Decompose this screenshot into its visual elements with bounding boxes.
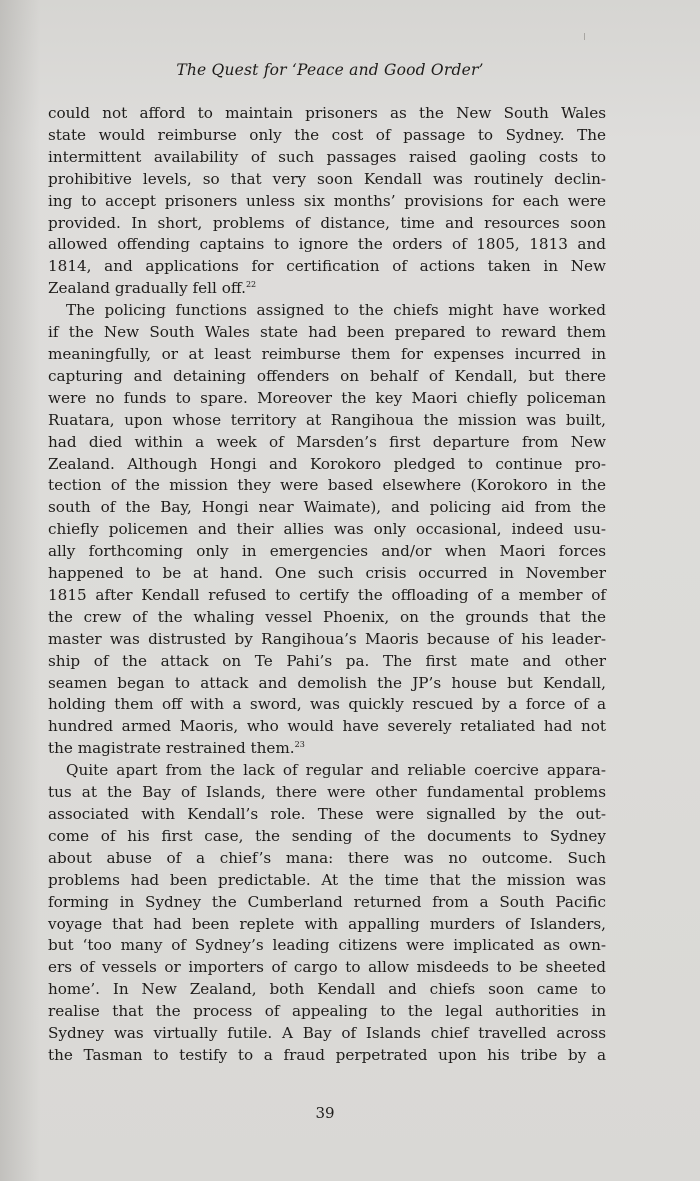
text-line: capturing and detaining offenders on behalf of Kendall, but there (48, 366, 606, 385)
text-line: were no funds to spare. Moreover the key Maori chiefly policeman (48, 388, 606, 407)
text-line: south of the Bay, Hongi near Waimate), and policing aid from the (48, 498, 606, 517)
page-gutter-shadow (0, 0, 40, 1181)
text-line: tection of the mission they were based elsewhere (Korokoro in the (48, 476, 606, 495)
text-line-last (48, 278, 606, 300)
text-line: hundred armed Maoris, who would have severely retaliated had not (48, 717, 606, 736)
text-fragment: Zealand gradually fell off. (48, 279, 246, 298)
text-line: realise that the process of appealing to the legal authorities in (48, 1002, 606, 1021)
footnote-marker: 22 (245, 280, 257, 290)
page-mark (584, 33, 585, 40)
text-line: about abuse of a chief’s mana: there was no outcome. Such (48, 848, 606, 867)
text-line: associated with Kendall’s role. These were signalled by the out- (48, 805, 606, 823)
running-head: The Quest for ‘Peace and Good Order’ (176, 61, 484, 79)
text-line: chiefly policemen and their allies was only occasional, indeed usu- (48, 520, 606, 539)
paragraph-1 (48, 103, 606, 300)
text-line: the crew of the whaling vessel Phoenix, on the grounds that the (48, 607, 606, 626)
text-line: had died within a week of Marsden’s first departure from New (48, 432, 606, 451)
text-line: voyage that had been replete with appalling murders of Islanders, (48, 914, 606, 933)
text-line: but ‘too many of Sydney’s leading citizens were implicated as own- (48, 936, 606, 955)
paragraph-3 (48, 760, 606, 1067)
text-line: happened to be at hand. One such crisis occurred in November (48, 564, 606, 583)
page-number: 39 (315, 1104, 335, 1122)
text-line: allowed offending captains to ignore the orders of 1805, 1813 and (48, 235, 606, 254)
body-text (48, 103, 606, 1067)
text-line: could not afford to maintain prisoners as the New South Wales (48, 104, 606, 122)
text-line: the Tasman to testify to a fraud perpetrated upon his tribe by a (48, 1045, 606, 1064)
text-line: Sydney was virtually futile. A Bay of Islands chief travelled across (48, 1024, 606, 1043)
text-line: Ruatara, upon whose territory at Rangihoua the mission was built, (48, 410, 606, 429)
text-line: come of his first case, the sending of the documents to Sydney (48, 826, 606, 845)
text-line: intermittent availability of such passages raised gaoling costs to (48, 147, 606, 166)
text-line: home’. In New Zealand, both Kendall and chiefs soon came to (48, 980, 606, 999)
text-line: master was distrusted by Rangihoua’s Maoris because of his leader- (48, 629, 606, 648)
text-line: ers of vessels or importers of cargo to allow misdeeds to be sheeted (48, 958, 606, 977)
text-fragment: the magistrate restrained them. (48, 739, 295, 758)
text-line: holding them off with a sword, was quickly rescued by a force of a (48, 695, 606, 714)
text-line: Zealand. Although Hongi and Korokoro pledged to continue pro- (48, 454, 606, 473)
text-line-first: The policing functions assigned to the chiefs might have worked (66, 301, 606, 320)
paragraph-2 (48, 300, 606, 760)
text-line: ally forthcoming only in emergencies and/or when Maori forces (48, 542, 606, 561)
text-line: if the New South Wales state had been prepared to reward them (48, 323, 606, 342)
text-line: ship of the attack on Te Pahi’s pa. The first mate and other (48, 651, 606, 670)
footnote-marker: 23 (294, 740, 305, 750)
text-line-last (48, 738, 606, 760)
text-line: 1815 after Kendall refused to certify the offloading of a member of (48, 585, 606, 604)
text-line: provided. In short, problems of distance, time and resources soon (48, 213, 606, 232)
text-line: 1814, and applications for certification of actions taken in New (48, 257, 606, 276)
text-line: prohibitive levels, so that very soon Kendall was routinely declin- (48, 169, 606, 188)
text-line: forming in Sydney the Cumberland returned from a South Pacific (48, 892, 606, 911)
text-line: tus at the Bay of Islands, there were other fundamental problems (48, 783, 606, 802)
text-line: state would reimburse only the cost of passage to Sydney. The (48, 125, 606, 144)
text-line: seamen began to attack and demolish the JP’s house but Kendall, (48, 673, 606, 692)
text-line: meaningfully, or at least reimburse them for expenses incurred in (48, 344, 606, 363)
text-line: ing to accept prisoners unless six months’ provisions for each were (48, 191, 606, 210)
text-line-first: Quite apart from the lack of regular and reliable coercive appara- (66, 761, 606, 780)
text-line: problems had been predictable. At the time that the mission was (48, 870, 606, 889)
